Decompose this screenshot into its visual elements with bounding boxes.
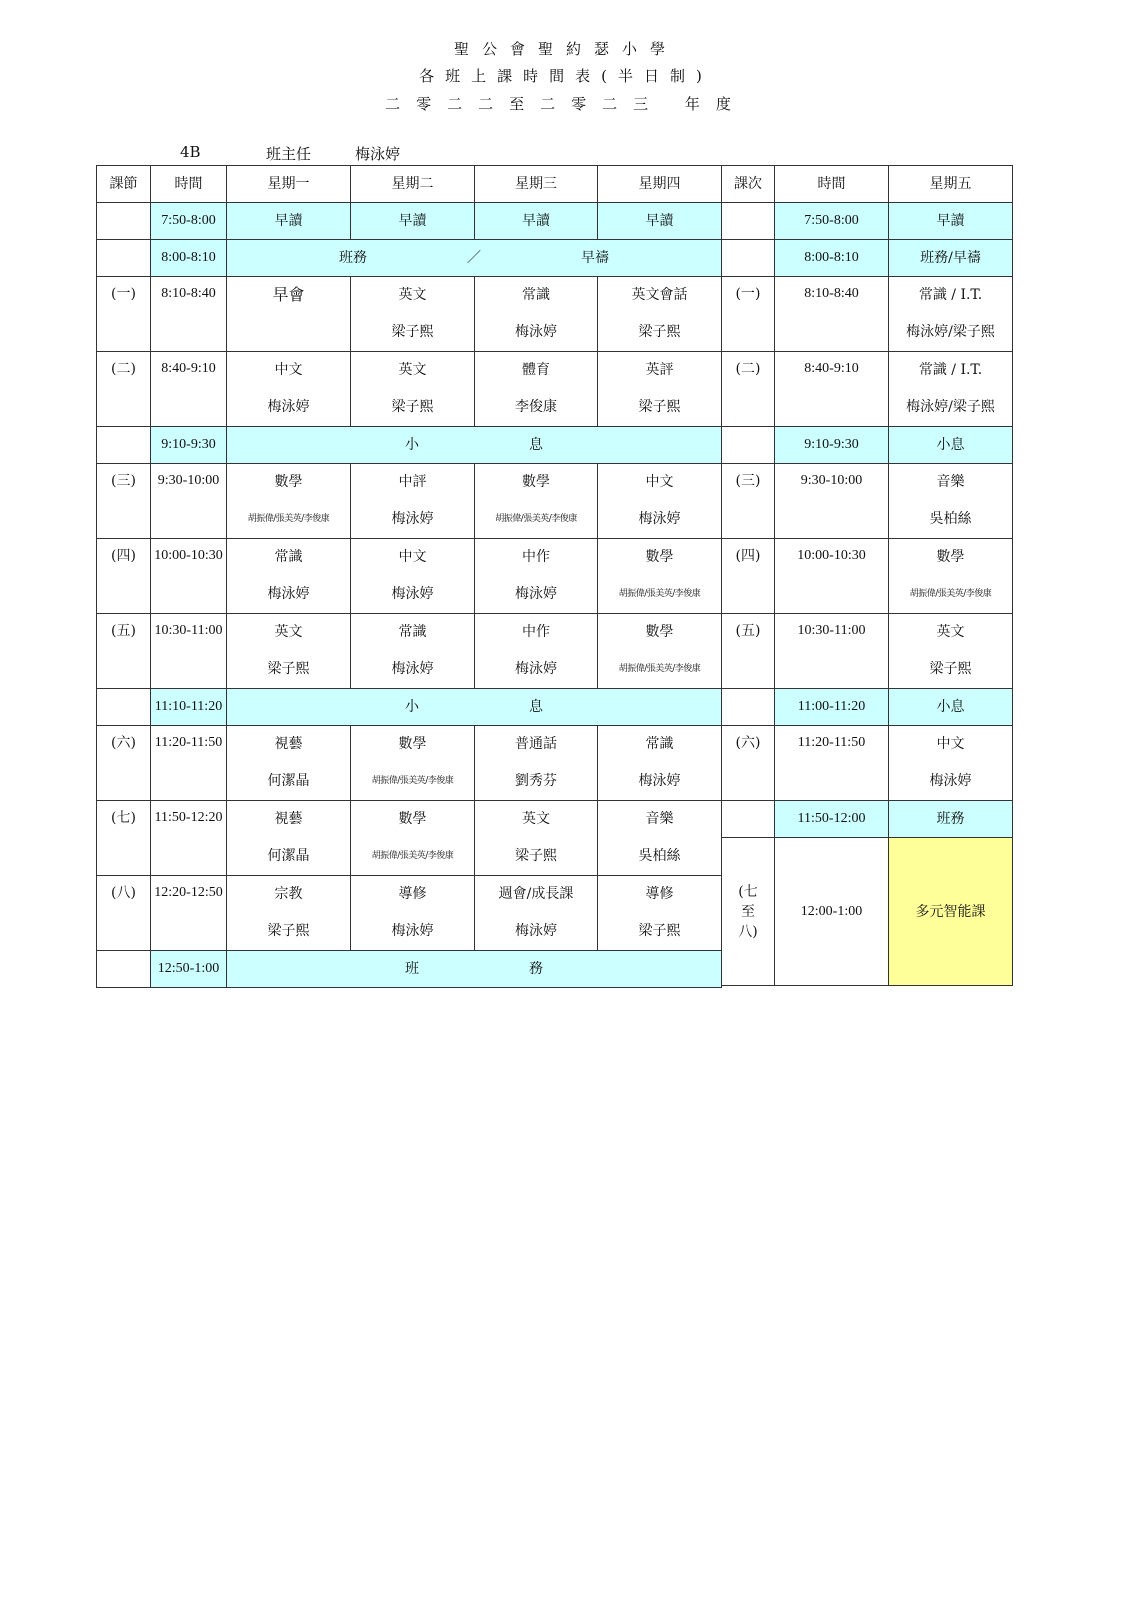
time-cell: 8:40-9:10 (151, 352, 227, 427)
row-class-duty (97, 240, 722, 277)
time-cell: 12:50-1:00 (151, 951, 227, 988)
school-year: 二零二二至二零二三 年度 (385, 95, 747, 113)
time-cell: 10:00-10:30 (775, 539, 889, 614)
lesson-cell: 中評 梅泳婷 (351, 464, 475, 539)
row-period-5 (722, 614, 1013, 689)
time-cell: 9:10-9:30 (775, 427, 889, 464)
lesson-cell: 數學 胡振偉/張美英/李俊康 (598, 614, 722, 689)
lesson-cell: 常識 / I.T. 梅泳婷/梁子熙 (889, 352, 1013, 427)
reading-cell: 早讀 (475, 203, 598, 240)
time-cell: 11:50-12:00 (775, 801, 889, 838)
lesson-cell: 音樂 吳柏絲 (598, 801, 722, 876)
lesson-cell: 常識 梅泳婷 (598, 726, 722, 801)
row-period-2 (97, 352, 722, 427)
lesson-cell: 常識 梅泳婷 (227, 539, 351, 614)
row-period-7 (97, 801, 722, 876)
row-period-4 (97, 539, 722, 614)
row-period-3 (722, 464, 1013, 539)
time-cell: 11:00-11:20 (775, 689, 889, 726)
period-label: (三) (97, 464, 151, 539)
period-label: (七) (97, 801, 151, 876)
row-class-duty-end (722, 801, 1013, 838)
period-label: (二) (722, 352, 775, 427)
row-period-1 (97, 277, 722, 352)
class-name: 4B (180, 143, 201, 161)
lesson-cell: 視藝 何潔晶 (227, 801, 351, 876)
lesson-cell: 數學 胡振偉/張美英/李俊康 (475, 464, 598, 539)
lesson-cell: 數學 胡振偉/張美英/李俊康 (889, 539, 1013, 614)
period-label: (五) (97, 614, 151, 689)
row-period-6 (722, 726, 1013, 801)
time-cell: 10:00-10:30 (151, 539, 227, 614)
lesson-cell: 英文 梁子熙 (475, 801, 598, 876)
lesson-cell: 常識 梅泳婷 (475, 277, 598, 352)
period-label: (二) (97, 352, 151, 427)
lesson-cell: 中文 梅泳婷 (889, 726, 1013, 801)
period-label: (四) (722, 539, 775, 614)
col-header-thursday: 星期四 (598, 166, 722, 203)
class-teacher-label: 班主任 (266, 145, 312, 163)
header-row (722, 166, 1013, 203)
recess-cell: 小息 (889, 427, 1013, 464)
class-duty-prayer-cell: 班務/早禱 (889, 240, 1013, 277)
time-cell: 9:10-9:30 (151, 427, 227, 464)
lesson-cell: 中作 梅泳婷 (475, 539, 598, 614)
col-header-friday: 星期五 (889, 166, 1013, 203)
time-cell: 8:00-8:10 (775, 240, 889, 277)
lesson-cell: 中文 梅泳婷 (227, 352, 351, 427)
time-cell: 11:10-11:20 (151, 689, 227, 726)
period-label: (四) (97, 539, 151, 614)
lesson-cell: 週會/成長課 梅泳婷 (475, 876, 598, 951)
col-header-monday: 星期一 (227, 166, 351, 203)
time-cell: 12:20-12:50 (151, 876, 227, 951)
lesson-cell: 音樂 吳柏絲 (889, 464, 1013, 539)
timetable-mon-thu (96, 165, 722, 988)
lesson-cell: 體育 李俊康 (475, 352, 598, 427)
lesson-cell: 中文 梅泳婷 (598, 464, 722, 539)
time-cell: 9:30-10:00 (775, 464, 889, 539)
period-label: (五) (722, 614, 775, 689)
time-cell: 8:40-9:10 (775, 352, 889, 427)
row-recess-2 (97, 689, 722, 726)
row-morning-reading (97, 203, 722, 240)
row-periods-7-8 (722, 838, 1013, 986)
row-period-2 (722, 352, 1013, 427)
row-period-3 (97, 464, 722, 539)
col-header-tuesday: 星期二 (351, 166, 475, 203)
period-label: (六) (722, 726, 775, 801)
reading-cell: 早讀 (889, 203, 1013, 240)
time-cell: 8:10-8:40 (775, 277, 889, 352)
multiple-intelligence-cell: 多元智能課 (889, 838, 1013, 986)
class-teacher-name: 梅泳婷 (355, 145, 401, 163)
col-header-session: 課次 (722, 166, 775, 203)
reading-cell: 早讀 (598, 203, 722, 240)
col-header-wednesday: 星期三 (475, 166, 598, 203)
time-cell: 8:10-8:40 (151, 277, 227, 352)
time-cell: 11:20-11:50 (775, 726, 889, 801)
row-class-duty (722, 240, 1013, 277)
period-label: (一) (722, 277, 775, 352)
lesson-cell: 常識 / I.T. 梅泳婷/梁子熙 (889, 277, 1013, 352)
recess-cell: 小息 (889, 689, 1013, 726)
row-period-5 (97, 614, 722, 689)
time-cell: 7:50-8:00 (775, 203, 889, 240)
period-label: (六) (97, 726, 151, 801)
lesson-cell: 數學 胡振偉/張美英/李俊康 (598, 539, 722, 614)
period-label: (七 至 八) (722, 838, 775, 986)
time-cell: 8:00-8:10 (151, 240, 227, 277)
reading-cell: 早讀 (351, 203, 475, 240)
col-header-time: 時間 (775, 166, 889, 203)
recess-cell: 小 息 (227, 427, 722, 464)
school-name: 聖公會聖約瑟小學 (453, 40, 678, 58)
header-row (97, 166, 722, 203)
row-period-1 (722, 277, 1013, 352)
timetable-fri (721, 165, 1013, 986)
lesson-cell: 中作 梅泳婷 (475, 614, 598, 689)
period-label: (八) (97, 876, 151, 951)
lesson-cell: 數學 胡振偉/張美英/李俊康 (351, 726, 475, 801)
period-label: (一) (97, 277, 151, 352)
lesson-cell: 常識 梅泳婷 (351, 614, 475, 689)
class-duty-cell: 班 務 (227, 951, 722, 988)
row-morning-reading (722, 203, 1013, 240)
time-cell: 12:00-1:00 (775, 838, 889, 986)
lesson-cell: 英文會話 梁子熙 (598, 277, 722, 352)
lesson-cell: 中文 梅泳婷 (351, 539, 475, 614)
lesson-cell: 英文 梁子熙 (889, 614, 1013, 689)
lesson-cell: 宗教 梁子熙 (227, 876, 351, 951)
time-cell: 11:20-11:50 (151, 726, 227, 801)
lesson-cell: 普通話 劉秀芬 (475, 726, 598, 801)
period-label: (三) (722, 464, 775, 539)
lesson-cell: 導修 梅泳婷 (351, 876, 475, 951)
lesson-cell: 視藝 何潔晶 (227, 726, 351, 801)
reading-cell: 早讀 (227, 203, 351, 240)
row-recess-1 (97, 427, 722, 464)
row-period-4 (722, 539, 1013, 614)
row-class-duty-end (97, 951, 722, 988)
lesson-cell: 早會 (227, 277, 351, 352)
lesson-cell: 英評 梁子熙 (598, 352, 722, 427)
lesson-cell: 英文 梁子熙 (351, 277, 475, 352)
row-period-8 (97, 876, 722, 951)
time-cell: 9:30-10:00 (151, 464, 227, 539)
lesson-cell: 英文 梁子熙 (227, 614, 351, 689)
recess-cell: 小 息 (227, 689, 722, 726)
time-cell: 7:50-8:00 (151, 203, 227, 240)
class-duty-cell: 班務 (889, 801, 1013, 838)
time-cell: 10:30-11:00 (151, 614, 227, 689)
row-recess-1 (722, 427, 1013, 464)
lesson-cell: 數學 胡振偉/張美英/李俊康 (227, 464, 351, 539)
row-period-6 (97, 726, 722, 801)
lesson-cell: 數學 胡振偉/張美英/李俊康 (351, 801, 475, 876)
col-header-time: 時間 (151, 166, 227, 203)
time-cell: 10:30-11:00 (775, 614, 889, 689)
class-duty-prayer-cell: 班務 ／ 早禱 (227, 240, 722, 277)
row-recess-2 (722, 689, 1013, 726)
lesson-cell: 導修 梁子熙 (598, 876, 722, 951)
time-cell: 11:50-12:20 (151, 801, 227, 876)
lesson-cell: 英文 梁子熙 (351, 352, 475, 427)
timetable-title: 各班上課時間表(半日制) (419, 67, 713, 85)
col-header-period: 課節 (97, 166, 151, 203)
